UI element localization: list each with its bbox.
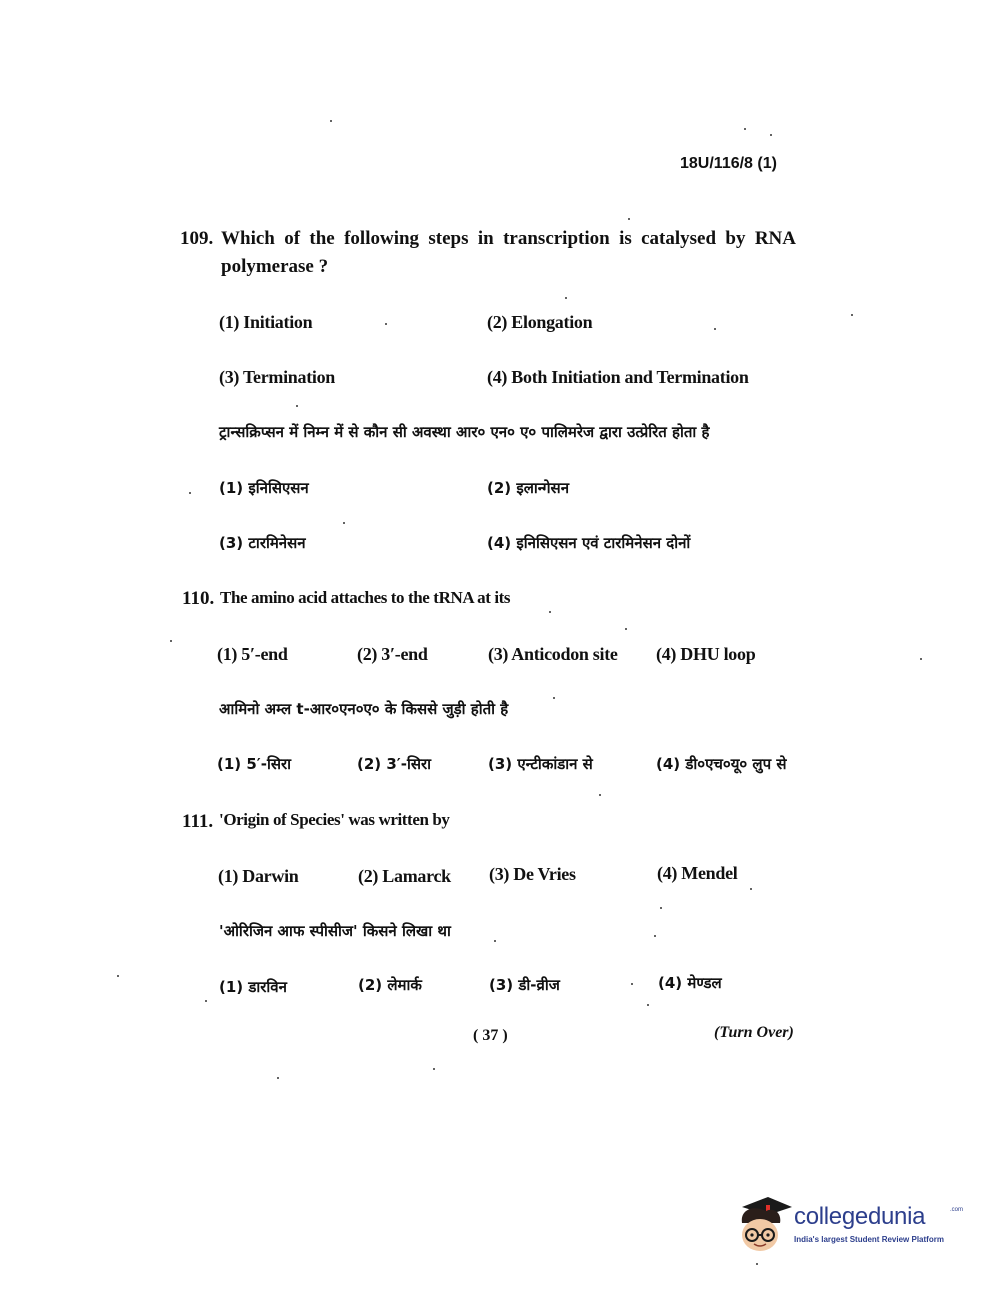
q110-option-1: (1) 5′-end <box>217 644 288 664</box>
scan-speck <box>770 134 772 136</box>
q109-option-2: (2) Elongation <box>487 312 593 332</box>
q111-hindi-option-2: (2) लेमार्क <box>358 976 422 994</box>
scan-speck <box>714 328 716 330</box>
scan-speck <box>631 983 633 985</box>
q109-hindi-text: ट्रान्सक्रिप्सन में निम्न में से कौन सी अवस्था आर० एन० ए० पालिमरेज द्वारा उत्प्रेरित होता है <box>219 423 710 441</box>
q110-hindi-option-1: (1) 5′-सिरा <box>217 755 292 773</box>
q110-hindi-text: आमिनो अम्ल t-आर०एन०ए० के किससे जुड़ी होती है <box>219 700 509 718</box>
q110-option-4: (4) DHU loop <box>656 644 756 664</box>
scan-speck <box>330 120 332 122</box>
scan-speck <box>744 128 746 130</box>
q110-option-3: (3) Anticodon site <box>488 644 618 664</box>
paper-code: 18U/116/8 (1) <box>680 155 777 172</box>
q109-option-1: (1) Initiation <box>219 312 313 332</box>
q111-option-2: (2) Lamarck <box>358 866 451 886</box>
logo-wordmark: collegedunia <box>794 1203 926 1230</box>
scan-speck <box>750 888 752 890</box>
collegedunia-logo <box>736 1193 966 1263</box>
scan-speck <box>343 522 345 524</box>
scan-speck <box>117 975 119 977</box>
q111-hindi-option-3: (3) डी-व्रीज <box>489 976 560 994</box>
scan-speck <box>385 323 387 325</box>
question-109-text-line2: polymerase ? <box>221 256 329 277</box>
question-number-111: 111. <box>182 811 214 832</box>
q109-option-3: (3) Termination <box>219 367 336 387</box>
scan-speck <box>553 697 555 699</box>
q111-option-1: (1) Darwin <box>218 866 299 886</box>
question-110-text: The amino acid attaches to the tRNA at its <box>220 588 511 607</box>
scan-speck <box>433 1068 435 1070</box>
q109-hindi-option-1: (1) इनिसिएसन <box>219 479 309 497</box>
scan-speck <box>851 314 853 316</box>
q111-hindi-option-4: (4) मेण्डल <box>658 974 722 992</box>
q109-hindi-option-3: (3) टारमिनेसन <box>219 534 306 552</box>
question-number-109: 109. <box>180 228 214 249</box>
scan-speck <box>920 658 922 660</box>
scan-speck <box>205 1000 207 1002</box>
logo-suffix: .com <box>950 1207 964 1213</box>
scan-speck <box>660 907 662 909</box>
q109-hindi-option-4: (4) इनिसिएसन एवं टारमिनेसन दोनों <box>487 534 691 552</box>
scan-speck <box>647 1004 649 1006</box>
scan-speck <box>628 218 630 220</box>
q111-option-3: (3) De Vries <box>489 864 576 884</box>
q111-hindi-text: 'ओरिजिन आफ स्पीसीज' किसने लिखा था <box>219 922 451 940</box>
scan-speck <box>189 492 191 494</box>
q110-option-2: (2) 3′-end <box>357 644 428 664</box>
scan-speck <box>277 1077 279 1079</box>
scan-speck <box>170 640 172 642</box>
q109-option-4: (4) Both Initiation and Termination <box>487 367 749 387</box>
graduate-mascot-icon <box>736 1193 792 1257</box>
scan-speck <box>625 628 627 630</box>
q111-option-4: (4) Mendel <box>657 863 738 883</box>
q109-hindi-option-2: (2) इलान्गेसन <box>487 479 570 497</box>
scan-speck <box>565 297 567 299</box>
q111-hindi-option-1: (1) डारविन <box>219 978 287 996</box>
scan-speck <box>494 940 496 942</box>
q110-hindi-option-2: (2) 3′-सिरा <box>357 755 432 773</box>
scan-speck <box>296 405 298 407</box>
question-109-text-line1: Which of the following steps in transcription is catalysed by RNA <box>221 228 796 249</box>
scan-speck <box>549 611 551 613</box>
q110-hindi-option-3: (3) एन्टीकांडान से <box>488 755 593 773</box>
logo-tagline: India's largest Student Review Platform <box>794 1235 944 1244</box>
question-111-text: 'Origin of Species' was written by <box>219 810 450 829</box>
q110-hindi-option-4: (4) डी०एच०यू० लुप से <box>656 755 787 773</box>
scan-speck <box>654 935 656 937</box>
scan-speck <box>756 1263 758 1265</box>
turn-over-note: (Turn Over) <box>714 1024 794 1041</box>
page-number: ( 37 ) <box>473 1027 508 1044</box>
question-number-110: 110. <box>182 588 215 609</box>
scan-speck <box>599 794 601 796</box>
